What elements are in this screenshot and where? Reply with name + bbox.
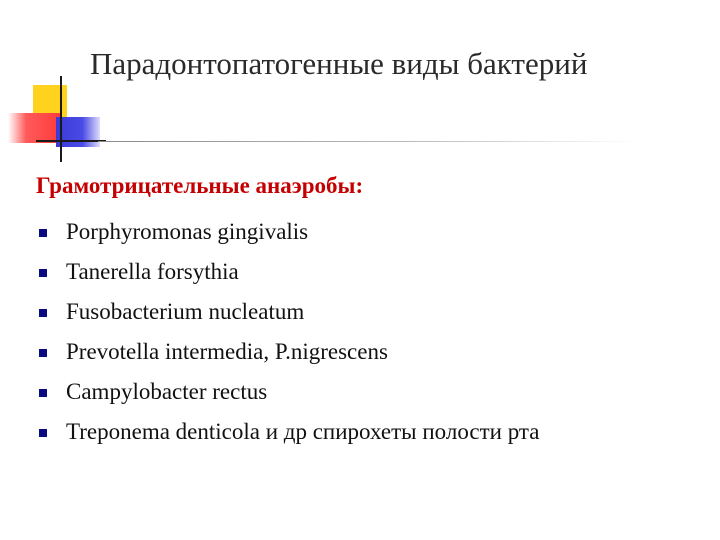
subheading: Грамотрицательные анаэробы: [36, 173, 364, 198]
list-item [36, 212, 706, 252]
list-item-text: Prevotella intermedia, P.nigrescens [66, 339, 388, 364]
list-item-text: Campylobacter rectus [66, 379, 268, 404]
list-item [36, 412, 706, 452]
slide-content [36, 172, 706, 452]
list-item-text: Tanerella forsythia [66, 259, 239, 284]
square-bullet-icon [39, 309, 47, 317]
decorative-logo [0, 0, 110, 170]
list-item [36, 372, 706, 412]
title-underline-rule [98, 141, 638, 142]
bullet-list [36, 212, 706, 452]
square-bullet-icon [39, 389, 47, 397]
slide-title: Парадонтопатогенные виды бактерий [90, 46, 588, 81]
horizontal-line-decoration [36, 140, 106, 142]
list-item [36, 252, 706, 292]
square-bullet-icon [39, 229, 47, 237]
list-item-text: Fusobacterium nucleatum [66, 299, 305, 324]
list-item-text: Treponema denticola и др спирохеты полости рта [66, 419, 540, 444]
list-item [36, 292, 706, 332]
square-bullet-icon [39, 349, 47, 357]
red-square-decoration [8, 113, 60, 143]
blue-square-decoration [56, 117, 100, 147]
square-bullet-icon [39, 269, 47, 277]
vertical-line-decoration [60, 76, 62, 162]
square-bullet-icon [39, 429, 47, 437]
list-item-text: Porphyromonas gingivalis [66, 219, 309, 244]
list-item [36, 332, 706, 372]
